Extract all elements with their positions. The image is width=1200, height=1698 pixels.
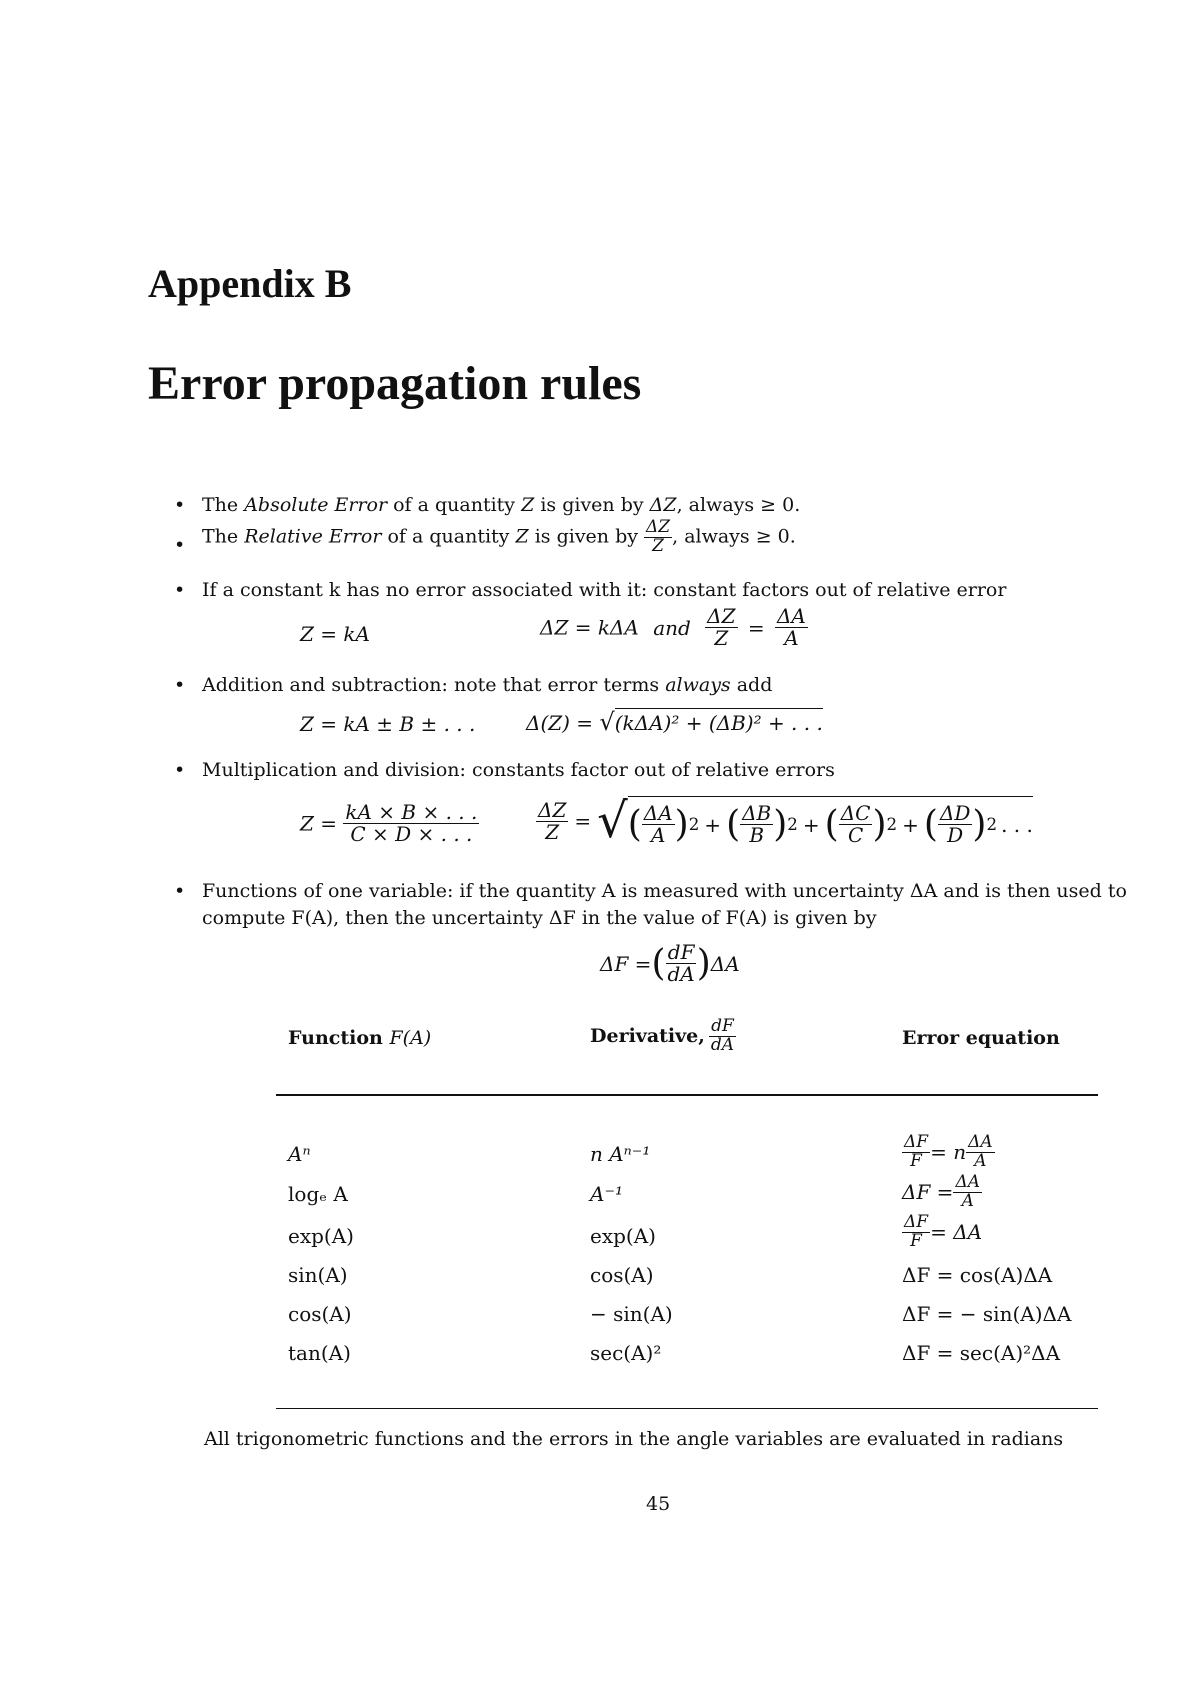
equation-product-error: $\frac{\Delta Z}{Z}$ = √ ( $\frac{\Delta A}{A}$ ) 2 + ( $\frac{\Delta B}{B}$ ) 2 + ( $\frac{\Delta C}{C}$ ) 2 + ( $\frac{\Delta D}{D}$ ) 2 . . .: [538, 793, 1033, 849]
equation-delta-f: ΔF = ( $\frac{dF}{dA}$ ) ΔA: [600, 940, 740, 986]
bullet-dot: •: [174, 579, 186, 601]
emphasis-always: always: [665, 674, 731, 696]
var-z: Z: [521, 494, 535, 516]
cell-error-equation: $\frac{\Delta F}{F}$ = n $\frac{\Delta A}{A}$: [904, 1132, 993, 1171]
cell-derivative: sec(A)²: [590, 1341, 662, 1365]
cell-error-equation: ΔF = cos(A)ΔA: [902, 1263, 1053, 1287]
cell-error-equation: ΔF = − sin(A)ΔA: [902, 1302, 1072, 1326]
cell-error-equation: ΔF = sec(A)²ΔA: [902, 1341, 1061, 1365]
cell-function: logₑ A: [288, 1182, 348, 1206]
term-relative-error: Relative Error: [244, 525, 382, 548]
cell-function: Aⁿ: [288, 1142, 311, 1166]
equation-delta-z-constant: ΔZ = kΔA and $\frac{\Delta Z}{Z}$ = $\frac{\Delta A}{A}$: [540, 604, 806, 650]
text: is given by: [528, 525, 645, 548]
cell-function: exp(A): [288, 1224, 354, 1248]
text: The: [202, 494, 245, 516]
bullet-dot: •: [174, 759, 186, 781]
equation-sum: Z = kA ± B ± . . .: [300, 712, 476, 736]
header-error-equation: Error equation: [902, 1027, 1060, 1049]
equation-sum-error: Δ(Z) = √(kΔA)² + (ΔB)² + . . .: [526, 708, 823, 736]
cell-error-equation: ΔF = $\frac{\Delta A}{A}$: [902, 1172, 980, 1211]
bullet-text-line1: Functions of one variable: if the quantity A is measured with uncertainty ΔA and is then used to: [202, 880, 1127, 902]
header-derivative: Derivative, $\frac{dF}{dA}$: [590, 1016, 735, 1055]
table-note: All trigonometric functions and the errors in the angle variables are evaluated in radians: [204, 1428, 1064, 1450]
appendix-label: Appendix B: [148, 261, 352, 306]
text: of a quantity: [381, 525, 516, 548]
cell-derivative: cos(A): [590, 1263, 654, 1287]
equation-z-ka: Z = kA: [300, 622, 370, 646]
table-top-rule: [276, 1094, 1098, 1096]
cell-derivative: n Aⁿ⁻¹: [590, 1142, 651, 1166]
cell-derivative: exp(A): [590, 1224, 656, 1248]
bullet-dot: •: [174, 880, 186, 902]
equation-product: Z = $\frac{kA \times B \times . . .}{C \times D \times . . .}$: [300, 800, 478, 846]
bullet-dot: •: [174, 494, 186, 516]
text: of a quantity: [387, 494, 522, 516]
bullet-text: Multiplication and division: constants factor out of relative errors: [202, 759, 835, 781]
header-function: Function F(A): [288, 1027, 432, 1049]
text: Addition and subtraction: note that error terms: [202, 674, 666, 696]
bullet-dot: •: [174, 534, 186, 556]
chapter-title: Error propagation rules: [148, 357, 642, 410]
text: The: [202, 525, 245, 548]
text: , always ≥ 0.: [676, 494, 801, 516]
page-number: 45: [646, 1493, 671, 1515]
cell-function: cos(A): [288, 1302, 352, 1326]
cell-function: sin(A): [288, 1263, 348, 1287]
text: is given by: [534, 494, 650, 516]
cell-error-equation: $\frac{\Delta F}{F}$ = ΔA: [904, 1212, 983, 1251]
term-absolute-error: Absolute Error: [244, 494, 388, 516]
bullet-functions-line2: compute F(A), then the uncertainty ΔF in the value of F(A) is given by: [202, 907, 877, 929]
cell-derivative: − sin(A): [590, 1302, 673, 1326]
text: , always ≥ 0.: [672, 525, 796, 548]
bullet-dot: •: [174, 674, 186, 696]
var-z: Z: [515, 525, 529, 548]
expr-delta-z: ΔZ: [649, 494, 677, 516]
cell-derivative: A⁻¹: [590, 1182, 624, 1206]
relative-error-fraction: $\frac{\Delta Z}{Z}$: [646, 517, 671, 556]
cell-function: tan(A): [288, 1341, 351, 1365]
table-bottom-rule: [276, 1408, 1098, 1409]
bullet-text: If a constant k has no error associated with it: constant factors out of relative error: [202, 579, 1007, 601]
text: add: [730, 674, 773, 696]
